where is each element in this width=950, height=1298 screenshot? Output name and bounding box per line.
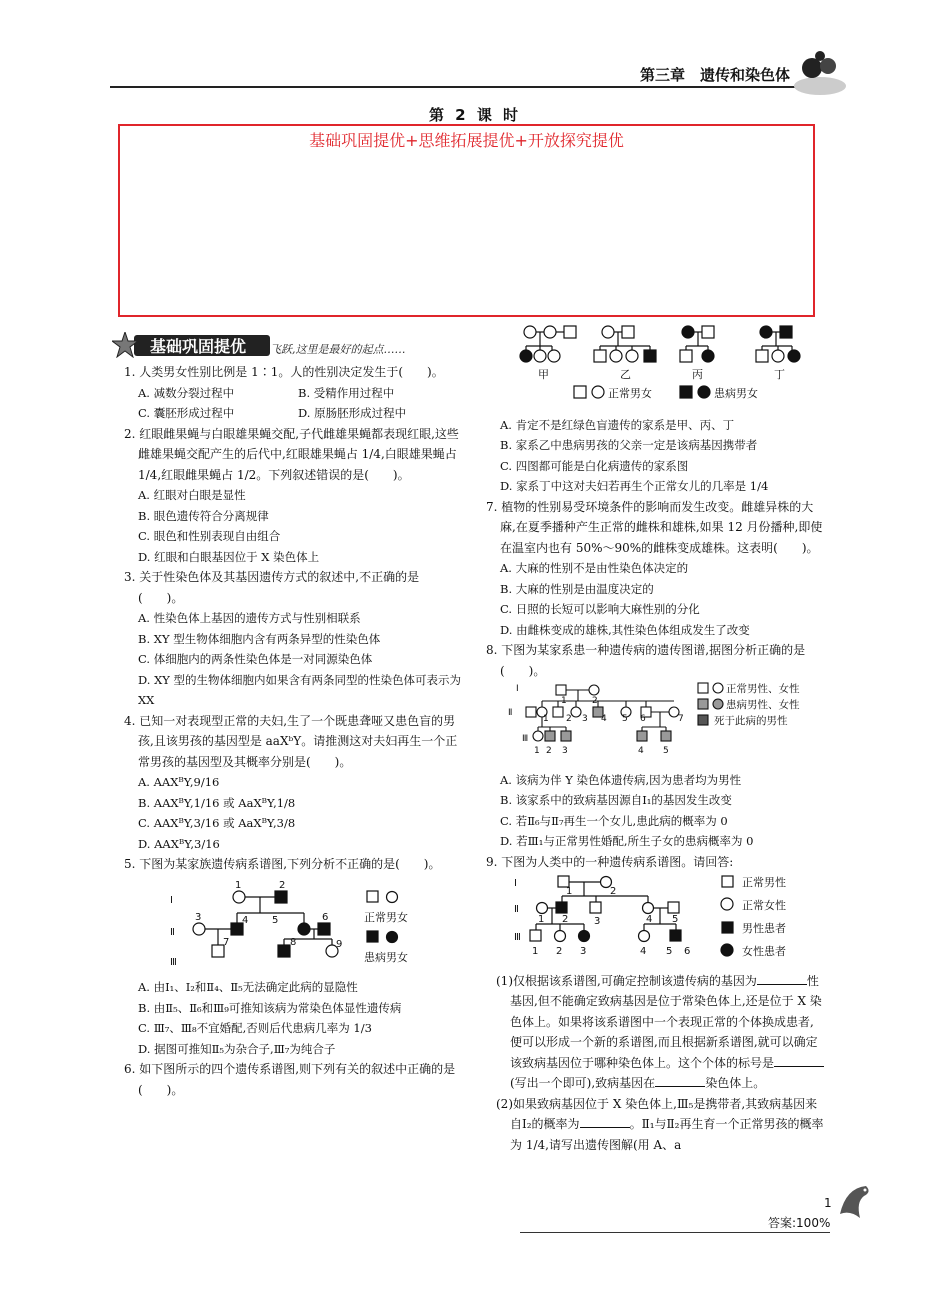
section-motto: 飞跃,这里是最好的起点…… <box>270 343 406 356</box>
svg-text:9: 9 <box>336 938 343 950</box>
svg-text:1: 1 <box>235 879 242 891</box>
svg-text:4: 4 <box>640 946 647 957</box>
pedigree-label-yi: 乙 <box>620 368 631 381</box>
svg-text:3: 3 <box>582 714 588 724</box>
svg-text:8: 8 <box>290 936 297 948</box>
q1-option-a: A. 减数分裂过程中 <box>138 385 235 400</box>
page-number: 1 <box>824 1196 832 1210</box>
q7-option-a: A. 大麻的性别不是由性染色体决定的 <box>500 561 689 575</box>
q9-part-1: (1)仅根据该系谱图,可确定控制该遗传病的基因为 性基因,但不能确定致病基因是位于常染色体上,还是位于 X 染色体上。如果将该系谱图中一个表现正常的个体换成患者,便可以形成一个新的系谱图,而且根据新系谱图,就可以确定该致病基因位于哪种染色体上。这个个体的标号是(写出一个即可),致病基因在 染色体上。 <box>486 971 824 1094</box>
lesson-title: 第 2 课 时 <box>428 106 522 124</box>
q8-option-d: D. 若Ⅲ₁与正常男性婚配,所生子女的患病概率为 0 <box>500 834 754 848</box>
svg-text:5: 5 <box>272 914 279 926</box>
q2-option-d: D. 红眼和白眼基因位于 X 染色体上 <box>138 549 320 564</box>
q3-option-d: D. XY 型的生物体细胞内如果含有两条同型的性染色体可表示为 XX <box>138 672 462 707</box>
svg-text:2: 2 <box>566 714 572 724</box>
left-column <box>124 362 462 1100</box>
q9-legend-normal-female: 正常女性 <box>742 899 786 912</box>
q5-option-b: B. 由Ⅱ₅、Ⅱ₆和Ⅲ₉可推知该病为常染色体显性遗传病 <box>138 1000 402 1015</box>
svg-text:2: 2 <box>592 696 598 706</box>
q3-option-c: C. 体细胞内的两条性染色体是一对同源染色体 <box>138 652 373 666</box>
svg-text:1: 1 <box>538 914 545 925</box>
svg-text:4: 4 <box>638 746 644 756</box>
q5-pedigree-figure <box>124 875 454 971</box>
q9-legend-affected-male: 男性患者 <box>742 922 786 935</box>
svg-text:1: 1 <box>532 946 539 957</box>
pedigree-label-ding: 丁 <box>774 368 785 381</box>
q6-option-d: D. 家系丁中这对夫妇若再生个正常女儿的几率是 1/4 <box>500 479 769 493</box>
q9-part-2: (2)如果致病基因位于 X 染色体上,Ⅲ₅是携带者,其致病基因来自Ⅰ₂的概率为 。Ⅱ₁与Ⅱ₂再生育一个正常男孩的概率为 1/4,请写出遗传图解(用 A、a <box>496 1096 824 1152</box>
question-6: 6. 如下图所示的四个遗传系谱图,则下列有关的叙述中正确的是( )。 <box>124 1062 456 1097</box>
q7-option-c: C. 日照的长短可以影响大麻性别的分化 <box>500 602 700 616</box>
section-title: 基础巩固提优 <box>150 337 247 356</box>
svg-text:4: 4 <box>646 914 653 925</box>
q3-option-a: A. 性染色体上基因的遗传方式与性别相联系 <box>138 611 361 625</box>
q1-option-b: B. 受精作用过程中 <box>298 385 395 400</box>
pedigree-label-bing: 丙 <box>692 368 703 381</box>
question-4: 4. 已知一对表现型正常的夫妇,生了一个既患聋哑又患色盲的男孩,且该男孩的基因型是 aaXᵇY。请推测这对夫妇再生一个正常男孩的基因型及其概率分别是( )。 <box>124 713 458 769</box>
svg-text:Ⅰ: Ⅰ <box>514 878 517 889</box>
q7-option-b: B. 大麻的性别是由温度决定的 <box>500 581 654 596</box>
svg-text:Ⅰ: Ⅰ <box>170 894 173 906</box>
question-9: 9. 下图为人类中的一种遗传病系谱图。请回答: <box>486 854 734 869</box>
q8-option-b: B. 该家系中的致病基因源自Ⅰ₁的基因发生改变 <box>500 793 732 807</box>
svg-text:1: 1 <box>566 886 573 897</box>
q9-legend-normal-male: 正常男性 <box>742 876 786 889</box>
pedigree-label-jia: 甲 <box>538 368 549 381</box>
dolphin-icon <box>836 1180 876 1224</box>
q6-option-b: B. 家系乙中患病男孩的父亲一定是该病基因携带者 <box>500 438 758 452</box>
q4-option-d: D. AAXᴮY,3/16 <box>138 836 220 851</box>
svg-text:1: 1 <box>534 746 540 756</box>
q5-legend-affected: 患病男女 <box>364 950 408 964</box>
q1-option-d: D. 原肠胚形成过程中 <box>298 406 407 420</box>
question-8: 8. 下图为某家系患一种遗传病的遗传图谱,据图分析正确的是( )。 <box>486 643 806 678</box>
svg-text:Ⅱ: Ⅱ <box>514 904 519 915</box>
q8-legend-normal: 正常男性、女性 <box>726 683 800 695</box>
q6-legend-normal: 正常男女 <box>608 387 652 400</box>
svg-text:2: 2 <box>610 886 617 897</box>
footer-rule <box>520 1232 830 1233</box>
q8-option-c: C. 若Ⅱ₆与Ⅱ₇再生一个女儿,患此病的概率为 0 <box>500 813 728 828</box>
mascot-icon <box>790 48 850 98</box>
q8-option-a: A. 该病为伴 Y 染色体遗传病,因为患者均为男性 <box>500 772 742 787</box>
q3-option-b: B. XY 型生物体细胞内含有两条异型的性染色体 <box>138 631 381 646</box>
q5-option-d: D. 据图可推知Ⅱ₅为杂合子,Ⅲ₇为纯合子 <box>138 1041 336 1056</box>
svg-text:Ⅱ: Ⅱ <box>170 926 175 938</box>
q1-option-c: C. 囊胚形成过程中 <box>138 406 235 420</box>
question-5: 5. 下图为某家族遗传病系谱图,下列分析不正确的是( )。 <box>124 857 441 871</box>
svg-text:2: 2 <box>556 946 563 957</box>
q6-legend-affected: 患病男女 <box>714 387 758 400</box>
svg-text:7: 7 <box>678 714 684 724</box>
q7-option-d: D. 由雌株变成的雄株,其性染色体组成发生了改变 <box>500 622 750 637</box>
svg-text:1: 1 <box>543 714 549 724</box>
chapter-title: 第三章 遗传和染色体 <box>639 66 790 84</box>
q2-option-b: B. 眼色遗传符合分离规律 <box>138 508 269 523</box>
q2-option-c: C. 眼色和性别表现自由组合 <box>138 529 281 543</box>
svg-text:Ⅰ: Ⅰ <box>516 684 519 694</box>
q4-option-a: A. AAXᴮY,9/16 <box>138 775 220 789</box>
svg-text:3: 3 <box>594 916 601 927</box>
svg-text:7: 7 <box>223 936 230 948</box>
q9-blank-3[interactable] <box>655 1074 705 1087</box>
q6-option-a: A. 肯定不是红绿色盲遗传的家系是甲、丙、丁 <box>500 417 735 432</box>
q4-option-c: C. AAXᴮY,3/16 或 AaXᴮY,3/8 <box>138 816 296 830</box>
svg-text:3: 3 <box>562 746 568 756</box>
svg-text:Ⅱ: Ⅱ <box>508 708 513 718</box>
svg-text:2: 2 <box>546 746 552 756</box>
q8-legend-affected: 患病男性、女性 <box>726 699 800 711</box>
q2-option-a: A. 红眼对白眼是显性 <box>138 488 246 502</box>
answer-note: 答案:100% <box>768 1216 831 1230</box>
banner-box <box>118 124 815 317</box>
q8-legend-died: 死于此病的男性 <box>714 715 788 727</box>
svg-text:Ⅲ: Ⅲ <box>170 956 177 968</box>
q5-legend-normal: 正常男女 <box>364 910 408 924</box>
svg-text:3: 3 <box>580 946 587 957</box>
q9-pedigree-figure <box>486 872 816 964</box>
svg-text:5: 5 <box>666 946 673 957</box>
svg-text:6: 6 <box>322 911 329 923</box>
q9-blank-1[interactable] <box>757 972 807 985</box>
q8-pedigree-figure <box>486 681 816 763</box>
svg-text:Ⅲ: Ⅲ <box>522 734 529 744</box>
svg-text:4: 4 <box>601 714 607 724</box>
question-1: 1. 人类男女性别比例是 1∶1。人的性别决定发生于( )。 <box>124 365 444 379</box>
question-3: 3. 关于性染色体及其基因遗传方式的叙述中,不正确的是( )。 <box>124 570 420 605</box>
question-7: 7. 植物的性别易受环境条件的影响而发生改变。雌雄异株的大麻,在夏季播种产生正常的雌株和雄株,如果 12 月份播种,即使在温室内也有 50%～90%的雌株变成雄株。这表明( )。 <box>486 499 823 555</box>
header-rule <box>110 86 810 88</box>
svg-text:2: 2 <box>279 879 286 891</box>
q9-blank-4[interactable] <box>580 1115 630 1128</box>
q6-option-c: C. 四图都可能是白化病遗传的家系图 <box>500 458 689 473</box>
q9-legend-affected-female: 女性患者 <box>742 945 786 958</box>
q4-option-b: B. AAXᴮY,1/16 或 AaXᴮY,1/8 <box>138 795 296 810</box>
right-column <box>486 320 824 1155</box>
svg-text:6: 6 <box>640 714 646 724</box>
svg-text:5: 5 <box>672 914 679 925</box>
svg-text:3: 3 <box>195 911 202 923</box>
q6-pedigree-figure <box>486 320 816 408</box>
q5-option-a: A. 由Ⅰ₁、Ⅰ₂和Ⅱ₄、Ⅱ₅无法确定此病的显隐性 <box>138 980 358 994</box>
question-2: 2. 红眼雌果蝇与白眼雄果蝇交配,子代雌雄果蝇都表现红眼,这些雌雄果蝇交配产生的后代中,红眼雄果蝇占 1/4,白眼雄果蝇占 1/4,红眼雌果蝇占 1/2。下列叙述错误的是( )。 <box>124 426 459 482</box>
banner-title: 基础巩固提优+思维拓展提优+开放探究提优 <box>309 131 624 150</box>
svg-text:4: 4 <box>242 914 249 926</box>
svg-text:5: 5 <box>622 714 628 724</box>
svg-text:6: 6 <box>684 946 691 957</box>
q9-blank-2[interactable] <box>774 1054 824 1067</box>
svg-text:2: 2 <box>562 914 569 925</box>
svg-text:5: 5 <box>663 746 669 756</box>
svg-text:Ⅲ: Ⅲ <box>514 932 521 943</box>
q5-option-c: C. Ⅲ₇、Ⅲ₈不宜婚配,否则后代患病几率为 1/3 <box>138 1021 372 1035</box>
svg-text:1: 1 <box>561 696 567 706</box>
